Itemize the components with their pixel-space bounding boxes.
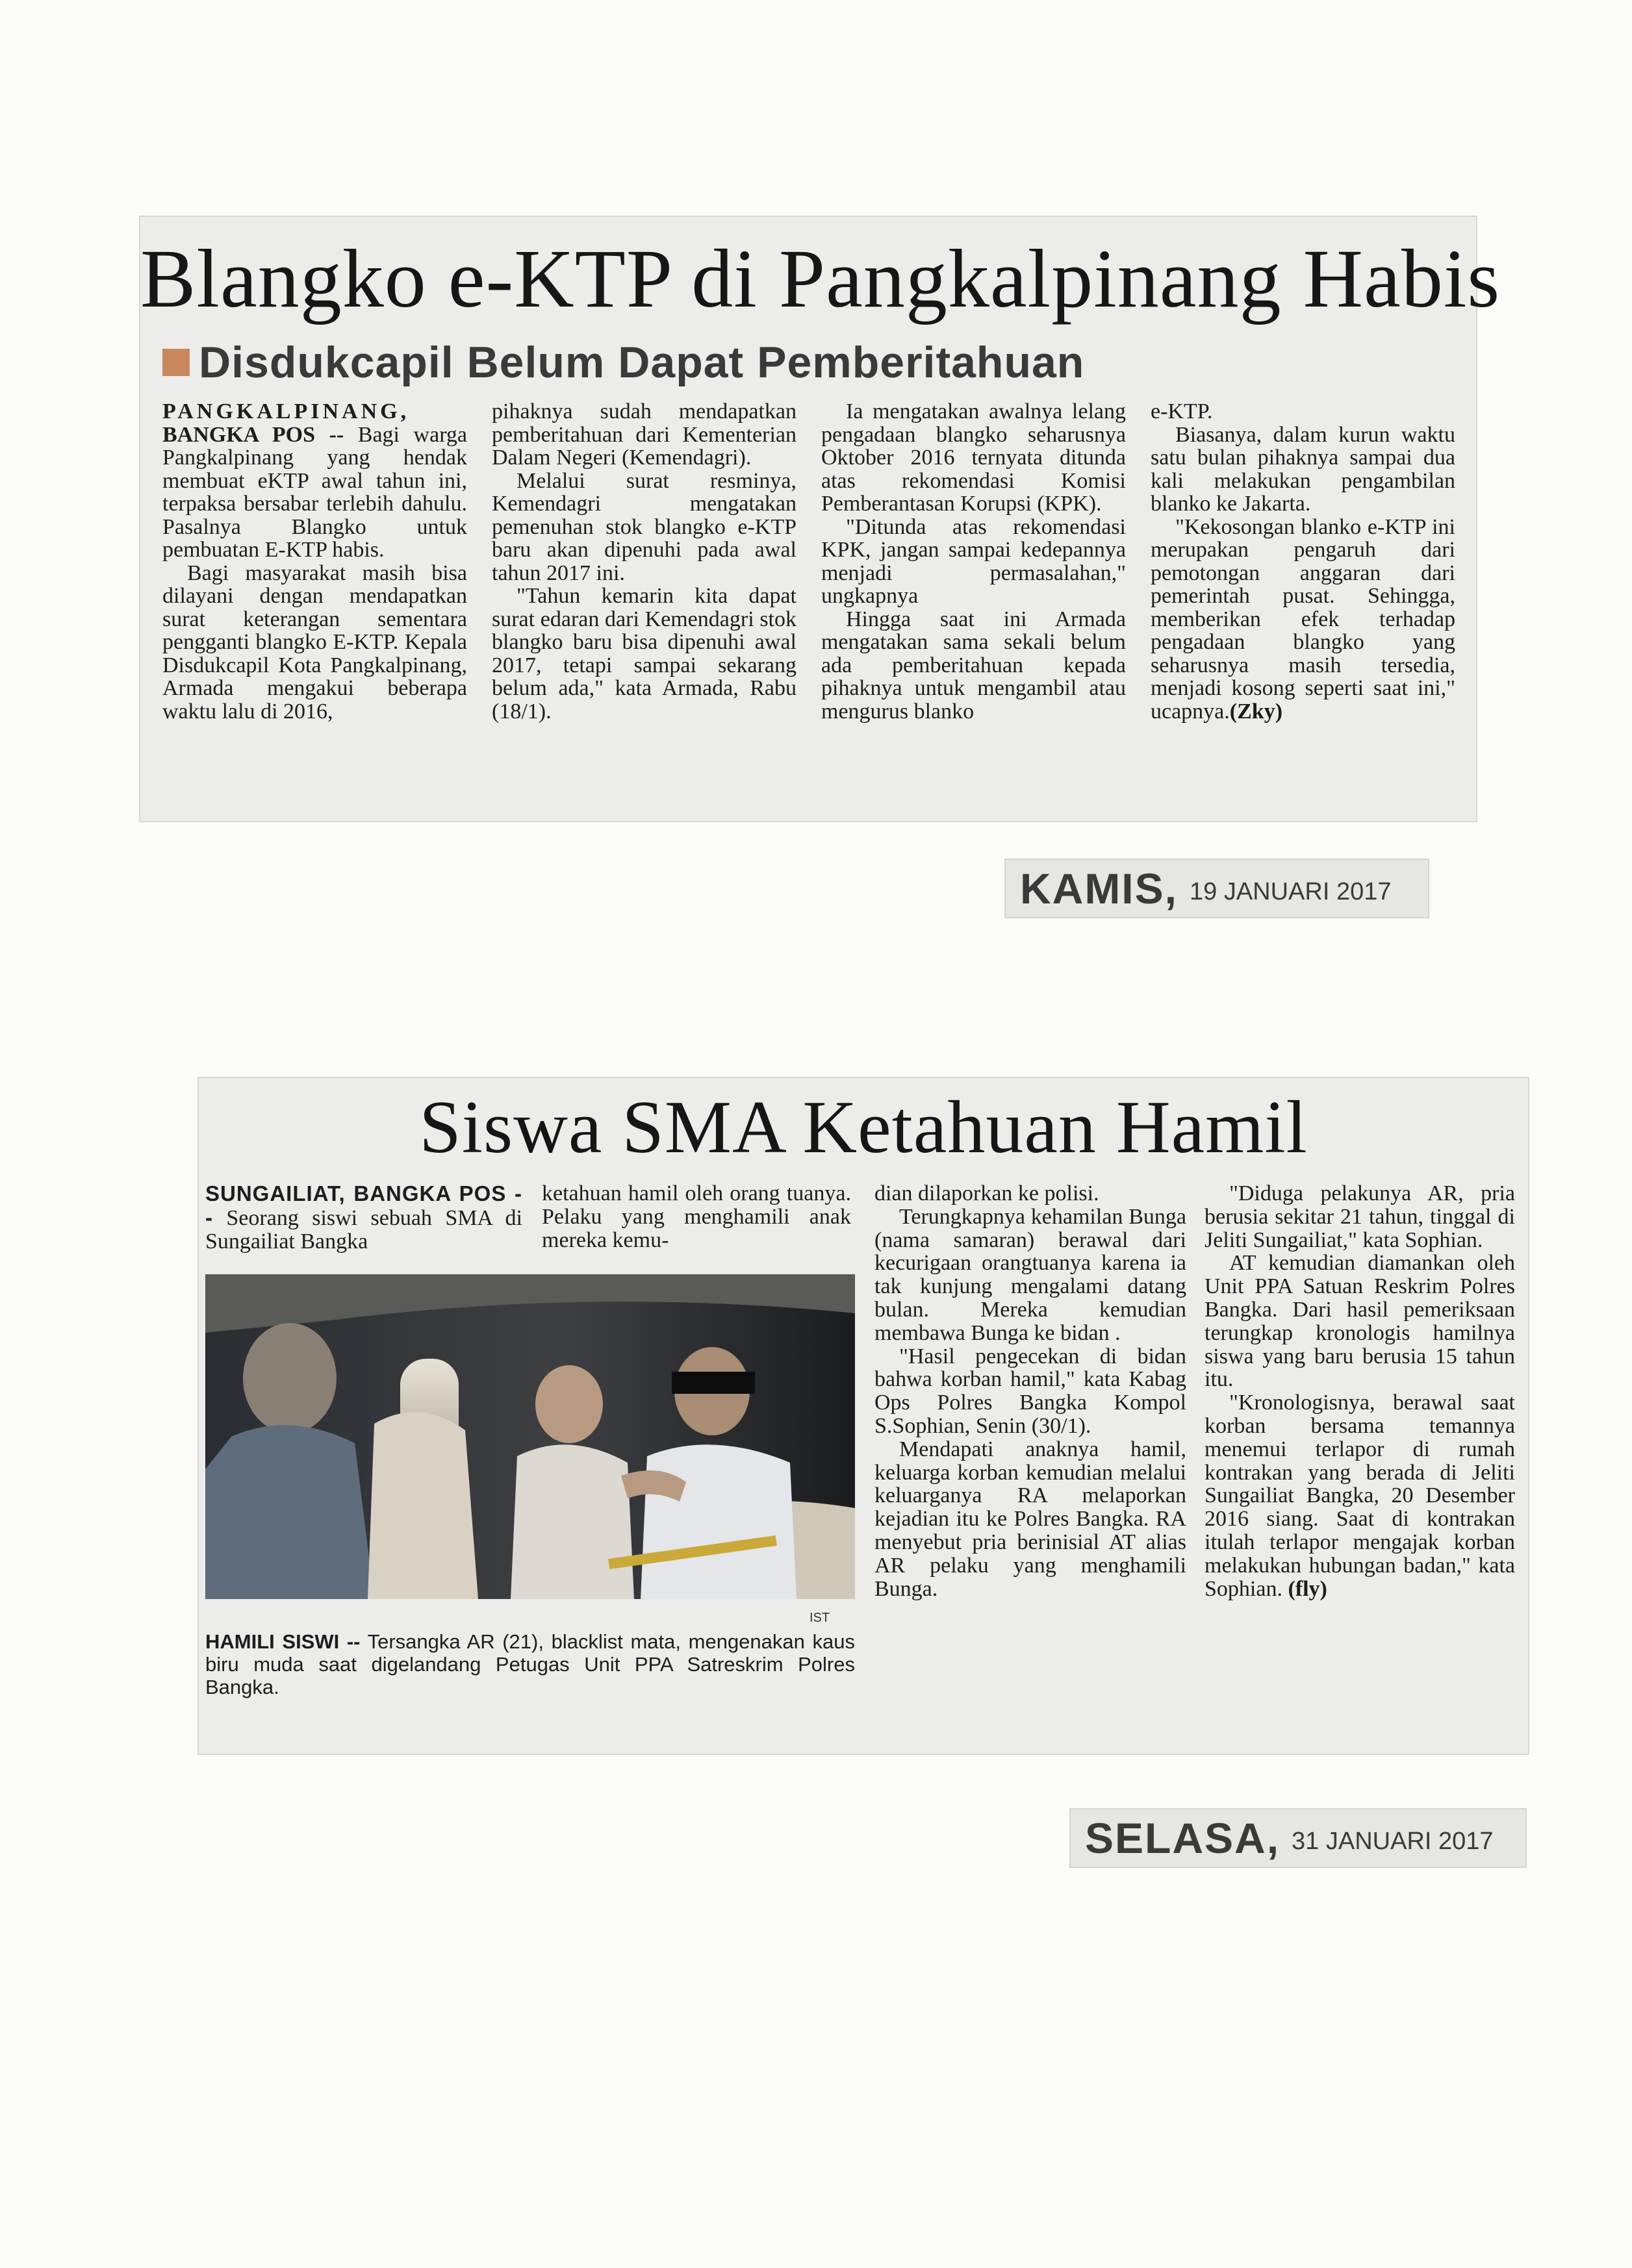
date-day: KAMIS, [1020, 864, 1178, 913]
paragraph: AT kemudian diamankan oleh Unit PPA Satuan Reskrim Polres Bangka. Dari hasil pemeriksaan terungkap kronologis hamilnya siswa yang baru berusia 15 tahun itu. [1205, 1251, 1515, 1392]
paragraph: Ia mengatakan awalnya lelang pengadaan blangko seharusnya Oktober 2016 ternyata ditunda atas rekomendasi Komisi Pemberantasan Korupsi (KPK). [821, 399, 1126, 516]
paragraph-text: "Kronologisnya, berawal saat korban bersama temannya menemui terlapor di rumah kontrakan yang berada di Jeliti Sungailiat Bangka, 20 Desember 2016 siang. Saat di kontrakan itulah terlapor mengajak korban melakukan hubungan badan," kata Sophian. [1205, 1391, 1515, 1601]
date-text: 31 JANUARI 2017 [1292, 1827, 1494, 1855]
column-2-top [542, 1182, 851, 1252]
column-4 [1151, 400, 1455, 723]
bullet-square-icon [162, 349, 190, 376]
paragraph: Terungkapnya kehamilan Bunga (nama samaran) berawal dari kecurigaan orangtuanya karena ia tak kunjung mengalami datang bulan. Mereka kemudian membawa Bunga ke bidan . [874, 1204, 1186, 1345]
column-4 [1205, 1182, 1515, 1600]
subheadline-text: Disdukcapil Belum Dapat Pemberitahuan [199, 338, 1085, 387]
paragraph: Bagi masyarakat masih bisa dilayani dengan mendapatkan surat keterangan sementara pengganti blangko E-KTP. Kepala Disdukcapil Kota Pangkalpinang, Armada mengakui beberapa waktu lalu di 2016, [162, 561, 467, 724]
caption-label: HAMILI SISWI -- [205, 1630, 361, 1653]
dateline: SUNGAILIAT, BANGKA POS -- [205, 1181, 522, 1229]
paragraph-text: Seorang siswi sebuah SMA di Sungailiat Bangka [205, 1205, 522, 1254]
column-1-top [205, 1182, 522, 1253]
dateline: PANGKALPINANG, [162, 399, 410, 423]
publication-date-2 [1071, 1809, 1525, 1867]
clipping-article-1 [140, 217, 1501, 821]
article-body [162, 400, 1455, 723]
column-2 [492, 400, 797, 723]
clipping-article-2 [199, 1078, 1528, 1754]
subheadline [162, 333, 1084, 392]
paragraph: "Ditunda atas rekomendasi KPK, jangan sampai kedepannya menjadi permasalahan," ungkapnya [821, 514, 1126, 608]
author-initials: (Zky) [1229, 699, 1283, 724]
paragraph [162, 400, 467, 562]
headline: Blangko e-KTP di Pangkalpinang Habis [140, 233, 1501, 325]
news-photo [205, 1274, 855, 1599]
date-text: 19 JANUARI 2017 [1190, 877, 1392, 905]
paragraph: "Tahun kemarin kita dapat surat edaran dari Kemendagri stok blangko baru bisa dipenuhi awal 2017, tetapi sampai sekarang belum ada," kata Armada, Rabu (18/1). [492, 584, 797, 724]
column-3 [821, 400, 1126, 723]
paragraph: "Diduga pelakunya AR, pria berusia sekitar 21 tahun, tinggal di Jeliti Sungailiat," kata Sophian. [1205, 1181, 1515, 1252]
paragraph-text: "Kekosongan blanko e-KTP ini merupakan pengaruh dari pemotongan anggaran dari pemerintah pusat. Sehingga, memberikan efek terhadap pengadaan blangko yang seharusnya masih tersedia, menjadi kosong seperti saat ini," ucapnya. [1151, 514, 1455, 724]
photo-credit: IST [810, 1611, 830, 1625]
paragraph-text: Bagi warga Pangkalpinang yang hendak membuat eKTP awal tahun ini, terpaksa bersabar terlebih dahulu. Pasalnya Blangko untuk pembuatan E-KTP habis. [162, 422, 467, 562]
car-interior-photo [205, 1274, 855, 1599]
paragraph: ketahuan hamil oleh orang tuanya. Pelaku yang menghamili anak mereka kemu- [542, 1181, 851, 1252]
paragraph: pihaknya sudah mendapatkan pemberitahuan dari Kementerian Dalam Negeri (Kemendagri). [492, 399, 797, 470]
publication-date-1 [1006, 860, 1428, 917]
paragraph [1151, 516, 1455, 724]
column-3 [874, 1182, 1186, 1600]
dateline-source: BANGKA POS -- [162, 422, 344, 447]
caption-text: Tersangka AR (21), blacklist mata, mengenakan kaus biru muda saat digelandang Petugas Unit PPA Satreskrim Polres Bangka. [205, 1630, 855, 1698]
author-initials: (fly) [1288, 1576, 1327, 1601]
column-1 [162, 400, 467, 723]
paragraph: "Hasil pengecekan di bidan bahwa korban hamil," kata Kabag Ops Polres Bangka Kompol S.Sophian, Senin (30/1). [874, 1344, 1186, 1438]
paragraph: dian dilaporkan ke polisi. [874, 1181, 1099, 1205]
paragraph: e-KTP. [1151, 399, 1213, 423]
paragraph [1205, 1391, 1515, 1600]
date-day: SELASA, [1085, 1814, 1281, 1862]
paragraph [205, 1182, 522, 1253]
headline: Siswa SMA Ketahuan Hamil [419, 1086, 1308, 1169]
photo-caption [205, 1630, 855, 1698]
paragraph: Biasanya, dalam kurun waktu satu bulan pihaknya sampai dua kali melakukan pengambilan blanko ke Jakarta. [1151, 422, 1455, 516]
paragraph: Hingga saat ini Armada mengatakan sama sekali belum ada pemberitahuan kepada pihaknya untuk mengambil atau mengurus blanko [821, 607, 1126, 724]
paragraph: Melalui surat resminya, Kemendagri mengatakan pemenuhan stok blangko e-KTP baru akan dipenuhi pada awal tahun 2017 ini. [492, 468, 797, 585]
paragraph: Mendapati anaknya hamil, keluarga korban kemudian melalui keluarganya RA melaporkan kejadian itu ke Polres Bangka. RA menyebut pria berinisial AT alias AR pelaku yang menghamili Bunga. [874, 1437, 1186, 1601]
